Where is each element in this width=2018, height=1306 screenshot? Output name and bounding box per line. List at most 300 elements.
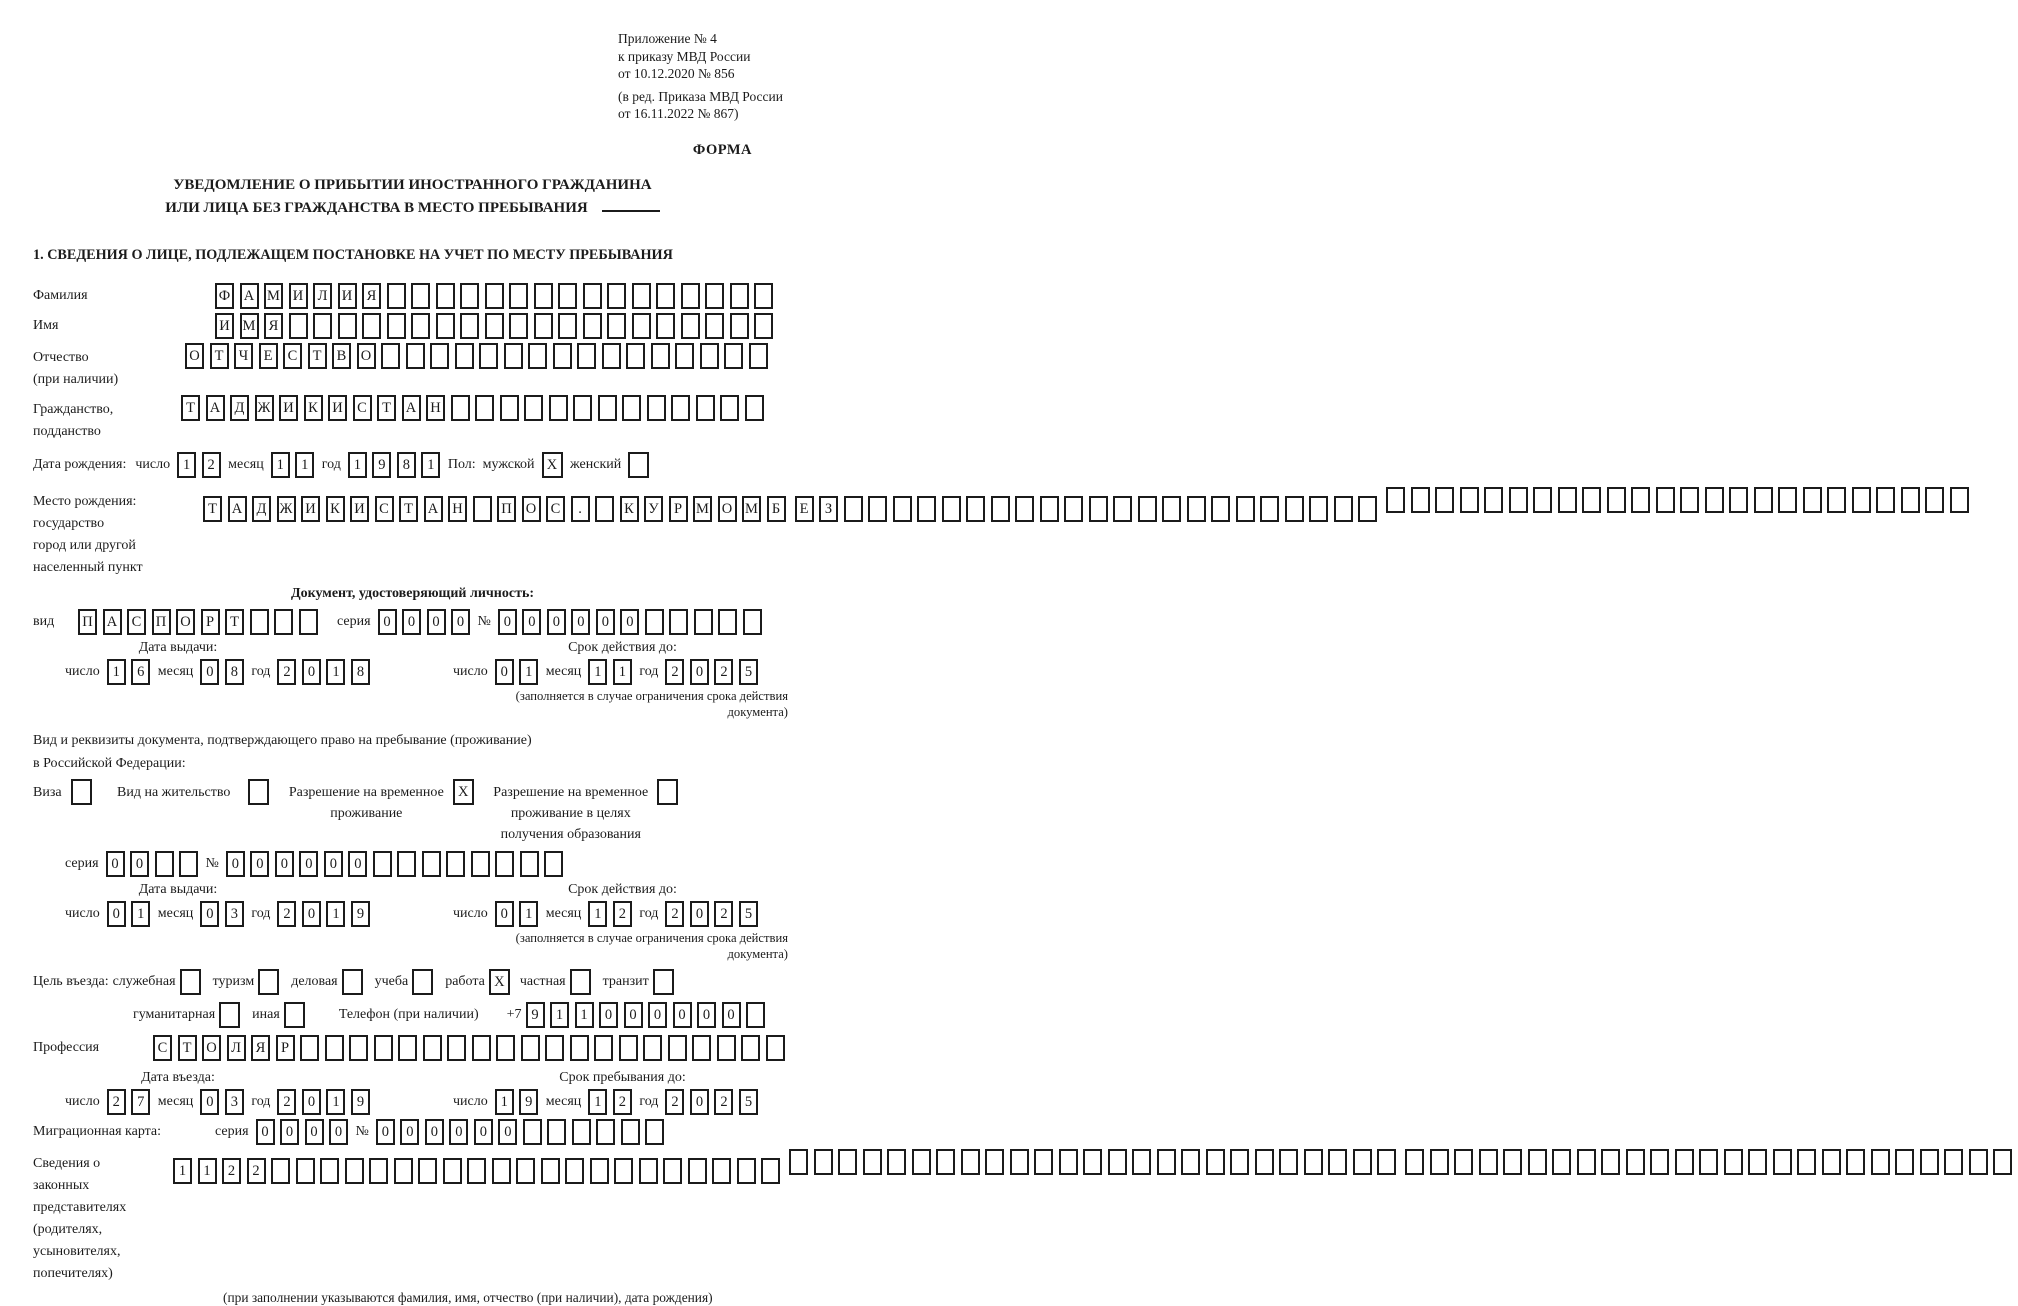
char-box[interactable]: 5 [739, 659, 758, 685]
char-box[interactable] [1353, 1149, 1372, 1175]
char-box[interactable]: О [522, 496, 541, 522]
char-box[interactable] [325, 1035, 344, 1061]
char-box[interactable] [789, 1149, 808, 1175]
char-box[interactable]: 0 [427, 609, 446, 635]
char-box[interactable] [500, 395, 519, 421]
char-box[interactable] [720, 395, 739, 421]
char-box[interactable]: 5 [739, 1089, 758, 1115]
char-box[interactable] [598, 395, 617, 421]
char-box[interactable] [472, 1035, 491, 1061]
char-box[interactable] [1778, 487, 1797, 513]
char-box[interactable]: О [202, 1035, 221, 1061]
char-box[interactable] [1334, 496, 1353, 522]
char-box[interactable] [1601, 1149, 1620, 1175]
char-box[interactable]: 0 [690, 901, 709, 927]
char-box[interactable]: 5 [739, 901, 758, 927]
char-box[interactable] [688, 1158, 707, 1184]
char-box[interactable]: 3 [225, 901, 244, 927]
char-box[interactable]: 0 [498, 609, 517, 635]
char-box[interactable] [583, 283, 602, 309]
char-box[interactable] [1187, 496, 1206, 522]
char-box[interactable]: 0 [451, 609, 470, 635]
char-box[interactable] [504, 343, 523, 369]
char-box[interactable] [509, 313, 528, 339]
char-box[interactable] [766, 1035, 785, 1061]
char-box[interactable] [436, 313, 455, 339]
char-box[interactable] [1260, 496, 1279, 522]
char-box[interactable] [289, 313, 308, 339]
char-box[interactable]: 0 [648, 1002, 667, 1028]
char-box[interactable] [863, 1149, 882, 1175]
char-box[interactable] [645, 609, 664, 635]
char-box[interactable] [155, 851, 174, 877]
char-box[interactable] [1944, 1149, 1963, 1175]
char-box[interactable]: Д [230, 395, 249, 421]
char-box[interactable]: З [819, 496, 838, 522]
char-box[interactable] [583, 313, 602, 339]
char-box[interactable]: 0 [690, 659, 709, 685]
char-box[interactable]: 1 [177, 452, 196, 478]
char-box[interactable]: 0 [200, 659, 219, 685]
char-box[interactable]: У [644, 496, 663, 522]
purpose-official-checkbox[interactable] [180, 969, 201, 995]
char-box[interactable] [544, 851, 563, 877]
char-box[interactable]: Л [227, 1035, 246, 1061]
char-box[interactable] [523, 1119, 542, 1145]
char-box[interactable]: 0 [226, 851, 245, 877]
char-box[interactable] [1132, 1149, 1151, 1175]
purpose-tourism-checkbox[interactable] [258, 969, 279, 995]
char-box[interactable] [1724, 1149, 1743, 1175]
char-box[interactable] [1108, 1149, 1127, 1175]
char-box[interactable] [1969, 1149, 1988, 1175]
char-box[interactable]: 0 [498, 1119, 517, 1145]
char-box[interactable] [705, 313, 724, 339]
char-box[interactable] [696, 395, 715, 421]
char-box[interactable] [572, 1119, 591, 1145]
char-box[interactable] [418, 1158, 437, 1184]
char-box[interactable] [1626, 1149, 1645, 1175]
char-box[interactable]: И [338, 283, 357, 309]
char-box[interactable] [313, 313, 332, 339]
char-box[interactable]: Т [210, 343, 229, 369]
char-box[interactable]: 1 [326, 901, 345, 927]
char-box[interactable] [387, 283, 406, 309]
char-box[interactable]: 0 [256, 1119, 275, 1145]
char-box[interactable] [362, 313, 381, 339]
char-box[interactable] [912, 1149, 931, 1175]
char-box[interactable]: А [103, 609, 122, 635]
char-box[interactable] [1607, 487, 1626, 513]
char-box[interactable] [887, 1149, 906, 1175]
char-box[interactable]: 0 [378, 609, 397, 635]
char-box[interactable] [590, 1158, 609, 1184]
char-box[interactable] [1925, 487, 1944, 513]
char-box[interactable]: 1 [131, 901, 150, 927]
char-box[interactable] [1211, 496, 1230, 522]
char-box[interactable] [961, 1149, 980, 1175]
purpose-study-checkbox[interactable] [412, 969, 433, 995]
char-box[interactable] [1089, 496, 1108, 522]
char-box[interactable] [966, 496, 985, 522]
char-box[interactable]: Ф [215, 283, 234, 309]
char-box[interactable] [1430, 1149, 1449, 1175]
char-box[interactable]: 1 [613, 659, 632, 685]
char-box[interactable] [381, 343, 400, 369]
char-box[interactable] [394, 1158, 413, 1184]
char-box[interactable] [345, 1158, 364, 1184]
char-box[interactable] [1015, 496, 1034, 522]
char-box[interactable] [1460, 487, 1479, 513]
char-box[interactable] [643, 1035, 662, 1061]
char-box[interactable] [475, 395, 494, 421]
char-box[interactable]: В [332, 343, 351, 369]
char-box[interactable] [467, 1158, 486, 1184]
char-box[interactable]: 2 [665, 901, 684, 927]
char-box[interactable] [1479, 1149, 1498, 1175]
char-box[interactable] [558, 313, 577, 339]
char-box[interactable] [681, 283, 700, 309]
purpose-transit-checkbox[interactable] [653, 969, 674, 995]
char-box[interactable]: 2 [613, 901, 632, 927]
char-box[interactable] [1328, 1149, 1347, 1175]
char-box[interactable] [737, 1158, 756, 1184]
char-box[interactable]: 0 [275, 851, 294, 877]
char-box[interactable] [553, 343, 572, 369]
char-box[interactable]: 1 [519, 901, 538, 927]
char-box[interactable] [547, 1119, 566, 1145]
char-box[interactable] [1358, 496, 1377, 522]
char-box[interactable] [447, 1035, 466, 1061]
char-box[interactable] [743, 609, 762, 635]
char-box[interactable] [349, 1035, 368, 1061]
char-box[interactable]: 1 [588, 1089, 607, 1115]
char-box[interactable] [596, 1119, 615, 1145]
char-box[interactable]: П [78, 609, 97, 635]
char-box[interactable]: 2 [247, 1158, 266, 1184]
char-box[interactable] [1993, 1149, 2012, 1175]
char-box[interactable]: Т [203, 496, 222, 522]
char-box[interactable] [1285, 496, 1304, 522]
char-box[interactable]: 0 [673, 1002, 692, 1028]
char-box[interactable] [1650, 1149, 1669, 1175]
char-box[interactable]: 2 [714, 659, 733, 685]
char-box[interactable]: 0 [299, 851, 318, 877]
char-box[interactable] [761, 1158, 780, 1184]
char-box[interactable]: А [424, 496, 443, 522]
char-box[interactable] [534, 313, 553, 339]
char-box[interactable] [1846, 1149, 1865, 1175]
char-box[interactable] [741, 1035, 760, 1061]
char-box[interactable] [485, 283, 504, 309]
char-box[interactable]: 3 [225, 1089, 244, 1115]
purpose-humanitarian-checkbox[interactable] [219, 1002, 240, 1028]
char-box[interactable]: С [283, 343, 302, 369]
char-box[interactable] [274, 609, 293, 635]
char-box[interactable]: М [240, 313, 259, 339]
char-box[interactable] [936, 1149, 955, 1175]
char-box[interactable] [717, 1035, 736, 1061]
char-box[interactable] [1181, 1149, 1200, 1175]
char-box[interactable]: 0 [376, 1119, 395, 1145]
char-box[interactable] [749, 343, 768, 369]
char-box[interactable] [423, 1035, 442, 1061]
char-box[interactable]: Ч [234, 343, 253, 369]
char-box[interactable] [671, 395, 690, 421]
char-box[interactable]: 6 [131, 659, 150, 685]
char-box[interactable] [1871, 1149, 1890, 1175]
char-box[interactable]: Н [426, 395, 445, 421]
char-box[interactable]: 0 [348, 851, 367, 877]
char-box[interactable] [607, 283, 626, 309]
char-box[interactable]: А [402, 395, 421, 421]
char-box[interactable]: 0 [106, 851, 125, 877]
char-box[interactable]: С [153, 1035, 172, 1061]
char-box[interactable]: 1 [107, 659, 126, 685]
char-box[interactable] [1386, 487, 1405, 513]
char-box[interactable]: 0 [596, 609, 615, 635]
char-box[interactable] [1822, 1149, 1841, 1175]
char-box[interactable]: И [350, 496, 369, 522]
char-box[interactable] [1377, 1149, 1396, 1175]
char-box[interactable] [868, 496, 887, 522]
char-box[interactable]: М [742, 496, 761, 522]
char-box[interactable] [406, 343, 425, 369]
char-box[interactable]: И [328, 395, 347, 421]
char-box[interactable]: Б [767, 496, 786, 522]
char-box[interactable] [754, 313, 773, 339]
char-box[interactable] [1083, 1149, 1102, 1175]
char-box[interactable] [455, 343, 474, 369]
char-box[interactable] [1309, 496, 1328, 522]
char-box[interactable] [1552, 1149, 1571, 1175]
char-box[interactable] [485, 313, 504, 339]
char-box[interactable]: 0 [200, 901, 219, 927]
char-box[interactable] [595, 496, 614, 522]
char-box[interactable] [614, 1158, 633, 1184]
char-box[interactable]: 1 [519, 659, 538, 685]
char-box[interactable] [509, 283, 528, 309]
char-box[interactable] [1582, 487, 1601, 513]
char-box[interactable] [746, 1002, 765, 1028]
gender-male-checkbox[interactable]: X [542, 452, 563, 478]
char-box[interactable] [844, 496, 863, 522]
char-box[interactable] [1631, 487, 1650, 513]
char-box[interactable] [602, 343, 621, 369]
char-box[interactable]: П [497, 496, 516, 522]
char-box[interactable] [1680, 487, 1699, 513]
char-box[interactable] [443, 1158, 462, 1184]
char-box[interactable] [1304, 1149, 1323, 1175]
char-box[interactable] [541, 1158, 560, 1184]
char-box[interactable]: И [215, 313, 234, 339]
char-box[interactable] [422, 851, 441, 877]
char-box[interactable] [1920, 1149, 1939, 1175]
char-box[interactable]: 0 [324, 851, 343, 877]
char-box[interactable]: 1 [348, 452, 367, 478]
char-box[interactable]: 1 [575, 1002, 594, 1028]
char-box[interactable] [1754, 487, 1773, 513]
char-box[interactable]: 2 [222, 1158, 241, 1184]
char-box[interactable]: 1 [173, 1158, 192, 1184]
char-box[interactable] [411, 283, 430, 309]
purpose-private-checkbox[interactable] [570, 969, 591, 995]
char-box[interactable] [893, 496, 912, 522]
char-box[interactable] [1656, 487, 1675, 513]
char-box[interactable] [549, 395, 568, 421]
char-box[interactable]: Ж [255, 395, 274, 421]
char-box[interactable] [1236, 496, 1255, 522]
char-box[interactable]: 1 [421, 452, 440, 478]
char-box[interactable]: 1 [198, 1158, 217, 1184]
char-box[interactable] [669, 609, 688, 635]
char-box[interactable]: 2 [277, 901, 296, 927]
char-box[interactable]: 0 [302, 659, 321, 685]
char-box[interactable] [942, 496, 961, 522]
char-box[interactable]: 2 [714, 901, 733, 927]
char-box[interactable]: 0 [250, 851, 269, 877]
char-box[interactable]: Т [399, 496, 418, 522]
purpose-business-checkbox[interactable] [342, 969, 363, 995]
char-box[interactable] [1577, 1149, 1596, 1175]
char-box[interactable]: Р [276, 1035, 295, 1061]
char-box[interactable] [570, 1035, 589, 1061]
temporary-residence-checkbox[interactable]: X [453, 779, 474, 805]
char-box[interactable]: 0 [130, 851, 149, 877]
char-box[interactable]: 2 [277, 1089, 296, 1115]
char-box[interactable]: Т [225, 609, 244, 635]
char-box[interactable] [675, 343, 694, 369]
char-box[interactable]: 2 [665, 1089, 684, 1115]
char-box[interactable] [645, 1119, 664, 1145]
char-box[interactable] [1803, 487, 1822, 513]
char-box[interactable]: 0 [329, 1119, 348, 1145]
char-box[interactable] [496, 1035, 515, 1061]
char-box[interactable]: 2 [202, 452, 221, 478]
char-box[interactable]: 0 [522, 609, 541, 635]
char-box[interactable] [1405, 1149, 1424, 1175]
char-box[interactable]: О [185, 343, 204, 369]
char-box[interactable] [1010, 1149, 1029, 1175]
char-box[interactable] [573, 395, 592, 421]
char-box[interactable]: М [264, 283, 283, 309]
char-box[interactable]: 9 [351, 901, 370, 927]
char-box[interactable] [1675, 1149, 1694, 1175]
char-box[interactable] [632, 313, 651, 339]
char-box[interactable] [1255, 1149, 1274, 1175]
char-box[interactable]: 8 [397, 452, 416, 478]
char-box[interactable]: 9 [351, 1089, 370, 1115]
char-box[interactable] [1206, 1149, 1225, 1175]
char-box[interactable]: Р [669, 496, 688, 522]
char-box[interactable] [528, 343, 547, 369]
char-box[interactable]: Т [181, 395, 200, 421]
char-box[interactable] [1705, 487, 1724, 513]
char-box[interactable] [1503, 1149, 1522, 1175]
char-box[interactable] [558, 283, 577, 309]
char-box[interactable] [179, 851, 198, 877]
char-box[interactable] [1895, 1149, 1914, 1175]
char-box[interactable] [814, 1149, 833, 1175]
char-box[interactable] [1162, 496, 1181, 522]
char-box[interactable]: Я [264, 313, 283, 339]
char-box[interactable] [730, 313, 749, 339]
char-box[interactable] [495, 851, 514, 877]
char-box[interactable] [651, 343, 670, 369]
char-box[interactable]: 8 [225, 659, 244, 685]
char-box[interactable]: А [240, 283, 259, 309]
char-box[interactable]: Т [178, 1035, 197, 1061]
char-box[interactable]: 0 [280, 1119, 299, 1145]
char-box[interactable] [1484, 487, 1503, 513]
char-box[interactable]: 2 [107, 1089, 126, 1115]
char-box[interactable]: 2 [277, 659, 296, 685]
char-box[interactable] [838, 1149, 857, 1175]
purpose-other-checkbox[interactable] [284, 1002, 305, 1028]
char-box[interactable] [621, 1119, 640, 1145]
char-box[interactable]: М [693, 496, 712, 522]
char-box[interactable] [1533, 487, 1552, 513]
char-box[interactable]: Р [201, 609, 220, 635]
char-box[interactable]: 0 [200, 1089, 219, 1115]
char-box[interactable] [1950, 487, 1969, 513]
char-box[interactable] [250, 609, 269, 635]
char-box[interactable] [1113, 496, 1132, 522]
char-box[interactable]: 0 [620, 609, 639, 635]
char-box[interactable] [565, 1158, 584, 1184]
char-box[interactable] [1797, 1149, 1816, 1175]
char-box[interactable] [705, 283, 724, 309]
char-box[interactable] [712, 1158, 731, 1184]
char-box[interactable]: И [301, 496, 320, 522]
char-box[interactable]: О [176, 609, 195, 635]
char-box[interactable] [619, 1035, 638, 1061]
char-box[interactable] [594, 1035, 613, 1061]
char-box[interactable]: А [206, 395, 225, 421]
char-box[interactable] [1411, 487, 1430, 513]
char-box[interactable] [320, 1158, 339, 1184]
char-box[interactable] [663, 1158, 682, 1184]
char-box[interactable]: 0 [402, 609, 421, 635]
char-box[interactable] [991, 496, 1010, 522]
char-box[interactable]: Ж [277, 496, 296, 522]
visa-checkbox[interactable] [71, 779, 92, 805]
char-box[interactable]: 0 [495, 659, 514, 685]
char-box[interactable] [524, 395, 543, 421]
char-box[interactable]: К [620, 496, 639, 522]
char-box[interactable] [271, 1158, 290, 1184]
char-box[interactable] [1876, 487, 1895, 513]
char-box[interactable] [626, 343, 645, 369]
char-box[interactable] [1748, 1149, 1767, 1175]
char-box[interactable]: 0 [722, 1002, 741, 1028]
temporary-residence-education-checkbox[interactable] [657, 779, 678, 805]
char-box[interactable]: П [152, 609, 171, 635]
char-box[interactable] [479, 343, 498, 369]
char-box[interactable]: 0 [599, 1002, 618, 1028]
char-box[interactable]: 0 [107, 901, 126, 927]
char-box[interactable] [460, 283, 479, 309]
char-box[interactable] [639, 1158, 658, 1184]
gender-female-checkbox[interactable] [628, 452, 649, 478]
char-box[interactable] [1034, 1149, 1053, 1175]
char-box[interactable] [299, 609, 318, 635]
char-box[interactable] [754, 283, 773, 309]
char-box[interactable]: С [375, 496, 394, 522]
char-box[interactable] [436, 283, 455, 309]
char-box[interactable] [656, 313, 675, 339]
char-box[interactable]: Е [259, 343, 278, 369]
